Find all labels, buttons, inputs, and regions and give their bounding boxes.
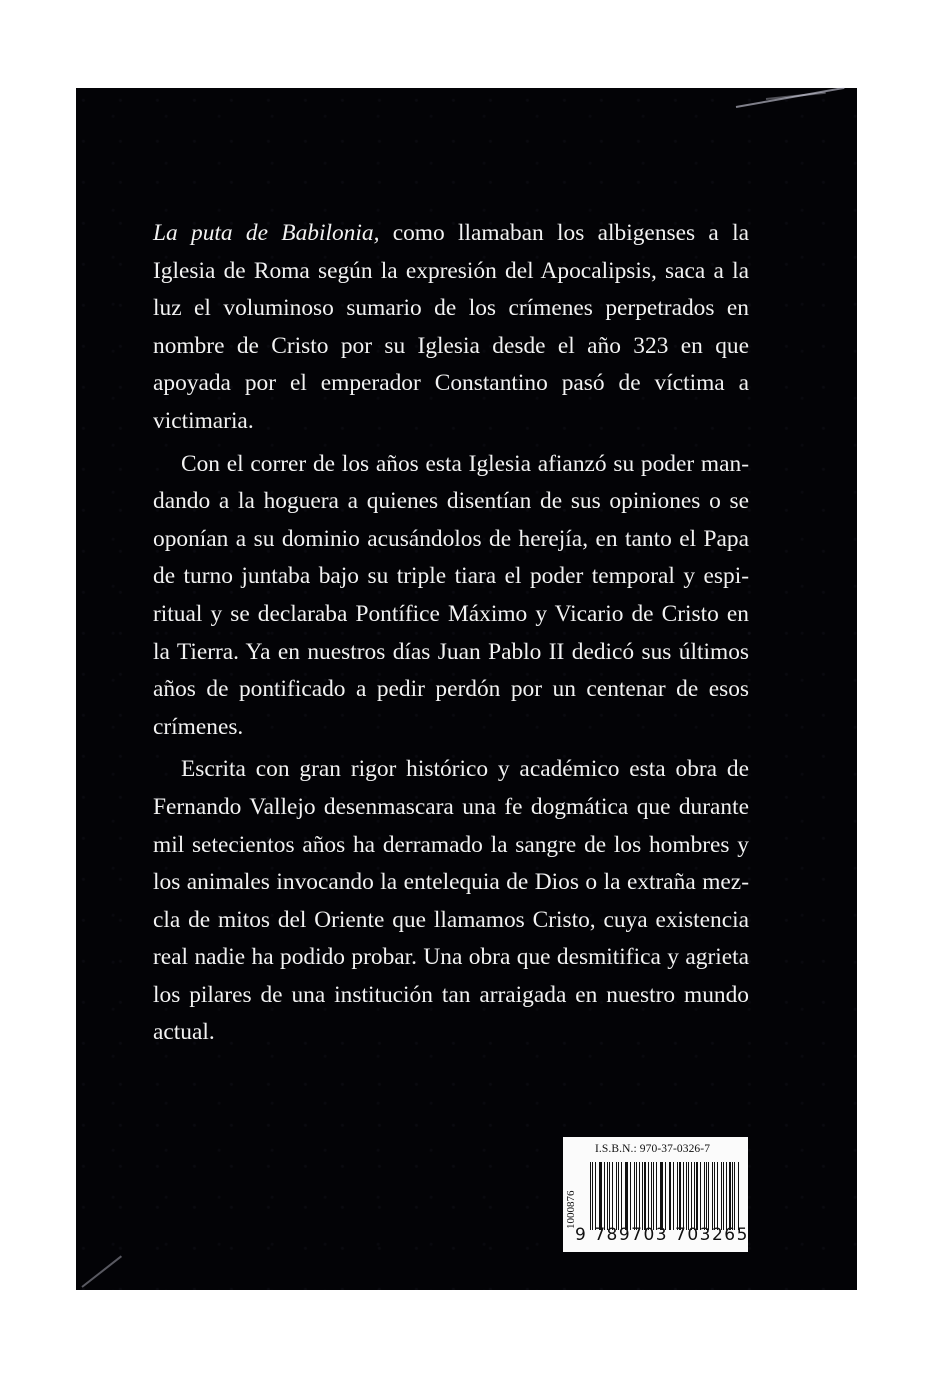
barcode-bar xyxy=(636,1162,637,1230)
barcode-bar xyxy=(665,1162,666,1230)
barcode-bar xyxy=(706,1162,707,1230)
barcode-bar xyxy=(656,1162,657,1230)
plastic-wrap-glare xyxy=(81,1255,122,1287)
barcode-bar xyxy=(607,1162,608,1230)
barcode-bar xyxy=(599,1162,600,1230)
barcode-bar xyxy=(708,1162,709,1230)
barcode-bar xyxy=(648,1162,649,1230)
barcode-bar xyxy=(669,1162,670,1230)
barcode-bar xyxy=(661,1162,663,1230)
barcode-bar xyxy=(616,1162,618,1230)
barcode-bar xyxy=(732,1162,733,1230)
barcode-bar xyxy=(660,1162,661,1230)
barcode-bar xyxy=(673,1162,674,1230)
barcode-bar xyxy=(717,1162,718,1230)
inventory-code: 1000876 xyxy=(565,1190,577,1229)
barcode-bar xyxy=(612,1162,613,1230)
plastic-wrap-glare xyxy=(766,92,826,100)
barcode-bar xyxy=(704,1162,705,1230)
barcode-bar xyxy=(694,1162,695,1230)
book-back-cover xyxy=(76,88,857,1290)
barcode-bar xyxy=(688,1162,689,1230)
barcode-bar xyxy=(670,1162,671,1230)
blurb-paragraph-2: Con el correr de los años esta Iglesia afianzó su poder mandando a la hoguera a quienes disentían de sus opiniones o se oponían a su dominio acusándolos de herejía, en tanto el Papa de turno juntaba bajo su triple tiara el poder temporal y espiritual y se declaraba Pontífice Máximo y Vicario de Cristo en la Tierra. Ya en nuestros días Juan Pablo II dedicó sus últimos años de pontificado a pedir perdón por un centenar de esos crímenes. xyxy=(153,450,749,740)
barcode-bar xyxy=(626,1162,627,1230)
barcode-bars xyxy=(590,1162,740,1230)
isbn-number: I.S.B.N.: 970-37-0326-7 xyxy=(595,1143,711,1155)
barcode-bar xyxy=(712,1162,714,1230)
blurb-paragraph-1-text: como llamaban los albigenses a la Iglesia de Roma según la expresión del Apocalipsis, saca a la luz el voluminoso sumario de los crímenes perpetrados en nombre de Cristo por su Iglesia desde el año 323 en que apoyada por el emperador Constantino pasó de víctima a victimaria. xyxy=(153,220,749,434)
barcode-bar xyxy=(653,1162,654,1230)
blurb-paragraph-3: Escrita con gran rigor histórico y académico esta obra de Fernando Vallejo desenmascara una fe dogmática que durante mil setecientos años ha derramado la sangre de los hombres y los animales invocando la entelequia de Dios o la extraña mezcla de mitos del Oriente que llamamos Cristo, cuya existencia real nadie ha podido probar. Una obra que desmitifica y agrieta los pilares de una institución tan arraigada en nuestro mundo actual. xyxy=(153,756,749,1046)
barcode-bar xyxy=(634,1162,635,1230)
barcode-bar xyxy=(686,1162,687,1230)
barcode-bar xyxy=(609,1162,610,1230)
barcode-bar xyxy=(595,1162,596,1230)
barcode-bar xyxy=(700,1162,701,1230)
barcode-bar xyxy=(683,1162,684,1230)
barcode-bar xyxy=(729,1162,731,1230)
back-cover-blurb xyxy=(153,215,749,1057)
barcode-bar xyxy=(651,1162,652,1230)
barcode-bar xyxy=(625,1162,626,1230)
barcode-bar xyxy=(714,1162,715,1230)
barcode-bar xyxy=(642,1162,643,1230)
barcode-bar xyxy=(639,1162,640,1230)
barcode-bar xyxy=(677,1162,678,1230)
barcode-bar xyxy=(592,1162,593,1230)
barcode-bar xyxy=(630,1162,632,1230)
barcode-bar xyxy=(721,1162,722,1230)
barcode-bar xyxy=(590,1162,591,1230)
barcode-bar xyxy=(723,1162,724,1230)
barcode-bar xyxy=(738,1162,739,1230)
isbn-barcode-label xyxy=(563,1137,748,1252)
blurb-paragraph-1 xyxy=(153,215,749,441)
barcode-bar xyxy=(734,1162,735,1230)
barcode-bar xyxy=(679,1162,681,1230)
barcode-bar xyxy=(696,1162,698,1230)
barcode-bar xyxy=(621,1162,622,1230)
barcode-digits: 9 789703 703265 xyxy=(575,1225,749,1245)
barcode-bar xyxy=(604,1162,605,1230)
barcode-bar xyxy=(691,1162,692,1230)
book-title-italic: La puta de Babilonia, xyxy=(153,220,380,246)
barcode-bar xyxy=(726,1162,727,1230)
barcode-bar xyxy=(600,1162,602,1230)
barcode-bar xyxy=(644,1162,646,1230)
barcode-bar xyxy=(618,1162,619,1230)
